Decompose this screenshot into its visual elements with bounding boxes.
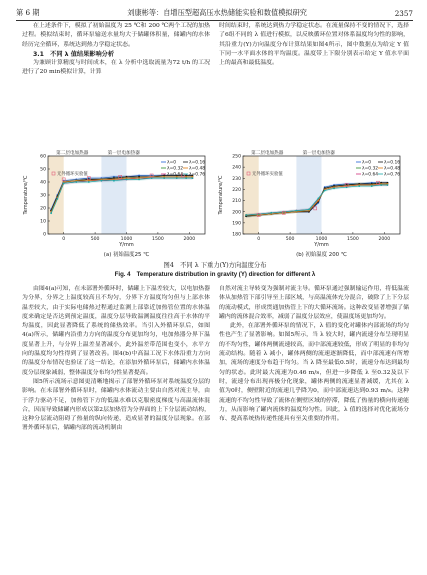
right-column-top [219, 22, 409, 68]
heater-annotation: 第二层电加热器 [56, 151, 89, 156]
x-tick-label: 1000 [120, 237, 133, 242]
legend-label: λ=0 [362, 160, 372, 166]
data-point [113, 180, 115, 182]
data-point [333, 187, 335, 189]
x-axis-label: Y/mm [119, 242, 134, 248]
legend-label: λ=0.76 [384, 172, 401, 178]
figure-4 [20, 146, 410, 258]
y-tick-label: 180 [232, 232, 241, 238]
data-point [50, 212, 52, 214]
legend-label: λ=0.32 [167, 166, 184, 172]
data-point [126, 179, 128, 181]
heater-zone-shade [296, 156, 321, 234]
paragraph: 时间结束时，系统达到热力学稳定状态。在流量保持不变的情况下，选择了6组不同的 λ 值进行模拟，以反映循环位置对体系温度均匀性的影响，其沿重力(Y)方向温度分布计算结果如图4所示，图中数据点为给定 Y 值下同一水平面水体的平均温度。温度带上下限分别表示给定 Y 值水平面上的最高和最低温度。 [219, 23, 409, 67]
legend-label: λ=0.16 [189, 160, 206, 166]
figure-caption-en: Fig. 4 Temperature distribution in gravity (Y) direction for different λ [114, 271, 316, 278]
y-tick-label: 0 [43, 232, 46, 238]
data-point [295, 210, 297, 212]
data-point [371, 185, 373, 187]
data-point [245, 214, 247, 216]
page-number: 2357 [394, 8, 413, 18]
paragraph: 图5所示流场示意图更清晰地揭示了部署外循环泵对系统温度分层的影响。在未部署外循环泵时，储罐内水体流动主要由自然对流主导，由于浮力驱动不足，加热管下方的低温水难以克服密度梯度与高温流体混合，因而导致储罐内形成以第2层加热管为分界面的上下分层流动结构，这种分层流动阻碍了热量的纵向传递，造成显著的温度分层现象。在部署外循环泵后，储罐内部的流动机制由 [22, 378, 210, 432]
heater-zone-shade [101, 156, 126, 234]
heater-zone-shade [48, 156, 64, 234]
y-tick-label: 10 [40, 219, 46, 225]
data-point [380, 184, 382, 186]
legend-label: λ=0.48 [189, 166, 206, 172]
paragraph: 由图4(a)可知，在未部署外循环时，储罐上下温差较大，以电加热器为分界，分界之上温度较高且不均匀，分界下方温度均匀但与上部水体温差较大，由于实际电储热过程通过监测上部靠近加热管位置的水体温度来确定是否达到预定温度，温度分层导致温测温度往往高于水体的平均温度，因此显著降低了系统的储热效率。当引入外循环泵后，如图4(a)所示，储罐内沿重力方向的温度分布更加均匀，电加热器分界下温度显著上升，与分界上温差显著减小，此外温差带范围也变小，水平方向的温度均匀性得到了显著改善。图4(b)中高温工况下水体沿重力方向的温度分布情况也验证了这一结论，在添加外循环泵后，储罐内水体温度分层现象减弱，整体温度分布均匀性显著提高。 [22, 286, 210, 376]
y-tick-label: 230 [232, 176, 241, 182]
data-point [75, 181, 77, 183]
data-point [63, 182, 65, 184]
figure-caption-cn: 图4 不同 λ 下重力(Y)方向温度分布 [163, 262, 267, 269]
y-tick-label: 210 [232, 199, 241, 205]
y-tick-label: 20 [40, 206, 46, 212]
y-tick-label: 220 [232, 188, 241, 194]
data-point [57, 198, 59, 200]
y-axis-label: Temperature/℃ [23, 175, 29, 215]
y-tick-label: 240 [232, 165, 241, 171]
x-axis-label: Y/mm [314, 242, 329, 248]
data-point [317, 197, 319, 199]
legend-label: λ=0.32 [362, 166, 379, 172]
x-tick-label: 2000 [183, 237, 196, 242]
right-column-bottom [219, 285, 409, 424]
legend-label: λ=0.16 [384, 160, 401, 166]
data-point [387, 184, 389, 186]
data-point [100, 180, 102, 182]
panel-label: (a) 初始温度25 ℃ [103, 252, 150, 258]
x-tick-label: 2000 [378, 237, 391, 242]
legend-label: λ=0.76 [189, 172, 206, 178]
x-tick-label: 0 [62, 237, 66, 242]
legend-label: λ=0.64 [362, 172, 379, 178]
left-column-bottom [22, 285, 210, 434]
data-point [308, 209, 310, 211]
legend-label: λ=0 [167, 160, 177, 166]
legend-label: 无外循环实验值 [57, 172, 88, 177]
x-tick-label: 500 [90, 237, 100, 242]
data-point [151, 177, 153, 179]
data-point [88, 181, 90, 183]
data-point [358, 185, 360, 187]
left-column-top [22, 22, 210, 78]
data-point [324, 190, 326, 192]
x-tick-label: 0 [257, 237, 261, 242]
y-tick-label: 250 [232, 154, 241, 160]
chart-b [215, 146, 410, 258]
paragraph: 在上述条件下，模拟了初始温度为 25 ℃和 200 ℃两个工况的加热过程。模拟结束时，循环泵输送水量均大于储罐体积量，储罐内的水体经历完全循环，系统达到热力学稳定状态。 [22, 23, 210, 48]
legend-label: λ=0.64 [167, 172, 184, 178]
x-tick-label: 500 [285, 237, 295, 242]
y-axis-label: Temperature/℃ [218, 175, 224, 215]
y-tick-label: 50 [40, 167, 46, 173]
legend-label: 无外循环实验值 [252, 172, 283, 177]
y-tick-label: 30 [40, 193, 46, 199]
x-tick-label: 1000 [315, 237, 328, 242]
heater-annotation: 第一层电加热器 [107, 151, 140, 156]
section-heading: 3.1 不同 λ 值结果影响分析 [33, 50, 115, 58]
paragraph: 自然对流主导转变为强制对流主导。循环泵通过强制输运作用，将低温流体从加热管下部引导至上部区域，与高温流体充分混合，破除了上下分层的流动模式，形成贯通加热管上下的大循环流场。这种改变显著增强了储罐内的流体混合效率，减弱了温度分层效应，使温度场更加均匀。 [219, 286, 409, 320]
y-tick-label: 40 [40, 180, 46, 186]
data-point [138, 179, 140, 181]
y-tick-label: 60 [40, 154, 46, 160]
y-tick-label: 190 [232, 221, 241, 227]
heater-annotation: 第一层电加热器 [302, 151, 335, 156]
x-tick-label: 1500 [152, 237, 164, 242]
panel-label: (b) 初始温度 200 ℃ [296, 252, 347, 258]
data-point [163, 177, 165, 179]
legend-label: λ=0.48 [384, 166, 401, 172]
paragraph: 为兼顾计算精度与时间成本，在 λ 分析中选取流量为72 t/h 的工况进行了20 min模拟计算，计算 [22, 60, 210, 76]
header-rule [16, 20, 413, 21]
heater-annotation: 第二层电加热器 [251, 151, 284, 156]
data-point [270, 212, 272, 214]
issue-number: 第 6 期 [16, 8, 40, 17]
heater-zone-shade [243, 156, 259, 234]
running-title: 刘康彬等：自增压型超高压水热储能实验和数值模拟研究 [127, 8, 307, 17]
chart-a [20, 146, 215, 258]
paragraph: 此外，在部署外循环泵的情况下，λ 值的变化对罐体内部流场的均匀性也产生了显著影响。如图5所示，当 λ 较大时，罐内流速分布呈现明显的不均匀性，罐体两侧流速较高，而中部流速较低，形成了明显的非均匀流动结构。随着 λ 减小，罐体两侧的流速逐渐降低，而中部流速有所增加，流场的速度分布趋于均匀。当 λ 降至最低0.5时，流速分布达到最均匀的状态。此时最大流速为0.46 m/s，但进一步降低 λ 至0.32及以下时，流速分布出现再极分化现象，罐体两侧的流速显著减缓，尤其在 λ 值为0时，侧壁附近的流速几乎降为0，而中部流速达到0.93 m/s。这种流速的不均匀性导致了流体在侧壁区域的停滞，降低了热量的横向传递能力，从而影响了罐内流体的温度均匀性。因此，λ 值的选择对优化流场分布、提高系统热传递性能具有至关重要的作用。 [219, 323, 409, 423]
x-tick-label: 1500 [347, 237, 359, 242]
data-point [185, 177, 187, 179]
page-header [16, 6, 413, 20]
y-tick-label: 200 [232, 210, 241, 216]
